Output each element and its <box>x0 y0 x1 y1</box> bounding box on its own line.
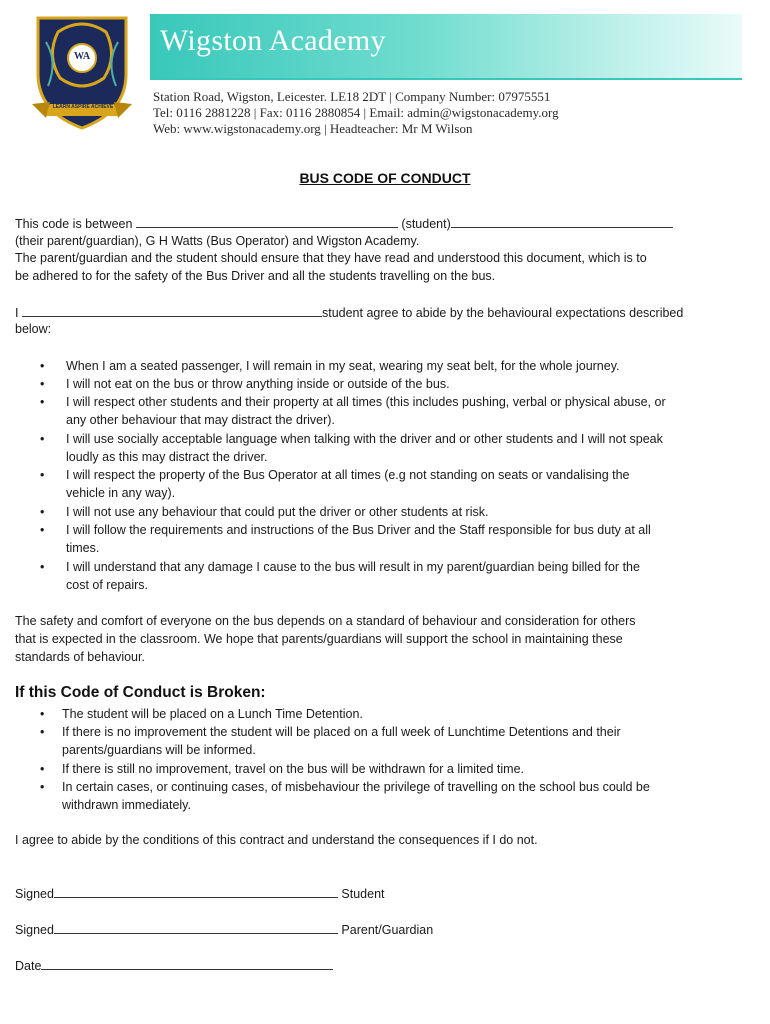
agreement-statement: I agree to abide by the conditions of this contract and understand the consequences if I do not. <box>15 833 538 847</box>
school-name: Wigston Academy <box>160 24 386 57</box>
header-banner <box>150 14 742 78</box>
agree-line-2: below: <box>15 322 52 336</box>
signed-label: Signed <box>15 923 54 937</box>
agree-name-field[interactable] <box>22 305 322 317</box>
intro-line-3: The parent/guardian and the student should ensure that they have read and understood this document, which is to <box>15 251 647 265</box>
agree-line <box>15 305 683 320</box>
safety-paragraph-line: that is expected in the classroom. We hope that parents/guardians will support the school in maintaining these <box>15 632 623 646</box>
date-row <box>15 958 333 973</box>
broken-heading: If this Code of Conduct is Broken: <box>15 684 266 701</box>
guardian-name-field[interactable] <box>451 216 673 228</box>
signed-label: Signed <box>15 887 54 901</box>
crest-motto: LEARN ASPIRE ACHIEVE <box>52 104 114 110</box>
parent-signature-row <box>15 922 433 937</box>
web-line: Web: www.wigstonacademy.org | Headteacher: Mr M Wilson <box>153 121 473 136</box>
intro-line-1 <box>15 216 673 231</box>
parent-label: Parent/Guardian <box>341 923 434 937</box>
intro-between-label: This code is between <box>15 217 133 231</box>
safety-paragraph-line: The safety and comfort of everyone on the bus depends on a standard of behaviour and consideration for others <box>15 614 636 628</box>
crest-letters: WA <box>73 51 91 62</box>
intro-line-2: (their parent/guardian), G H Watts (Bus Operator) and Wigston Academy. <box>15 234 420 248</box>
intro-line-4: be adhered to for the safety of the Bus Driver and all the students travelling on the bus. <box>15 269 496 283</box>
agree-prefix: I <box>15 306 19 320</box>
address-line: Station Road, Wigston, Leicester. LE18 2DT | Company Number: 07975551 <box>153 89 551 104</box>
safety-paragraph-line: standards of behaviour. <box>15 650 145 664</box>
date-label: Date <box>15 959 42 973</box>
parent-signature-field[interactable] <box>54 922 338 934</box>
date-field[interactable] <box>41 958 333 970</box>
intro-student-label: (student) <box>401 217 451 231</box>
student-signature-field[interactable] <box>54 886 338 898</box>
student-name-field[interactable] <box>136 216 398 228</box>
student-label: Student <box>341 887 385 901</box>
agree-suffix: student agree to abide by the behavioural expectations described <box>321 306 684 320</box>
document-title: BUS CODE OF CONDUCT <box>299 170 471 186</box>
phone-line: Tel: 0116 2881228 | Fax: 0116 2880854 | Email: admin@wigstonacademy.org <box>153 105 559 120</box>
banner-divider <box>150 78 742 80</box>
school-crest-logo <box>28 12 136 136</box>
student-signature-row <box>15 886 385 901</box>
